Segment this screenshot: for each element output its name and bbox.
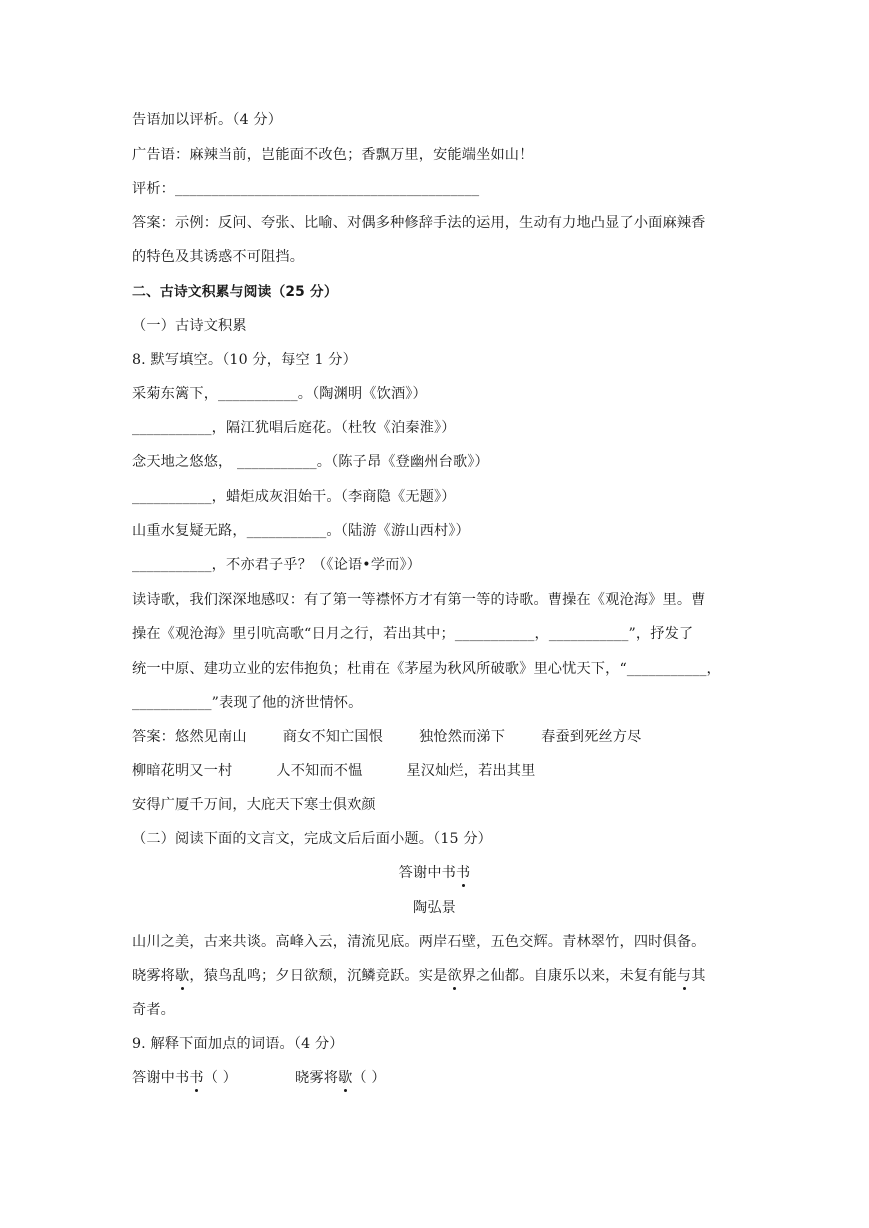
q7-prompt-end: 告语加以评析。（4 分） <box>132 112 283 128</box>
subsection-heading-2: （二）阅读下面的文言文，完成文后后面小题。（15 分） <box>132 831 493 847</box>
answers-row-3: 安得广厦千万间，大庇天下寒士俱欢颜 <box>132 797 376 813</box>
emphasis-dot-char: 书 <box>189 1070 204 1086</box>
section-heading: 二、古诗文积累与阅读（25 分） <box>132 284 338 300</box>
paragraph-line: 操在《观沧海》里引吭高歌“日月之行，若出其中；___________，___________”，抒发了 <box>132 626 694 642</box>
paragraph-line: 读诗歌，我们深深地感叹：有了第一等襟怀方才有第一等的诗歌。曹操在《观沧海》里。曹 <box>132 592 706 608</box>
q9-item-2: 晓雾将歇（ ） <box>295 1070 386 1086</box>
q9-items <box>132 1068 386 1088</box>
paragraph-line: ___________”表现了他的济世情怀。 <box>132 695 363 711</box>
answers-row-1 <box>132 727 641 747</box>
q7-answer-line1: 答案：示例：反问、夸张、比喻、对偶多种修辞手法的运用，生动有力地凸显了小面麻辣香 <box>132 215 706 231</box>
fill-blank-line: ___________，隔江犹唱后庭花。（杜牧《泊秦淮》） <box>132 420 456 436</box>
answer-item: 柳暗花明又一村 <box>132 763 233 779</box>
emphasis-dot-char: 与 <box>676 968 692 984</box>
fill-blank-line: 采菊东篱下，___________。（陶渊明《饮酒》） <box>132 386 427 402</box>
answer-item: 独怆然而涕下 <box>419 729 506 745</box>
subsection-heading-1: （一）古诗文积累 <box>132 318 247 334</box>
fill-blank-line: 念天地之悠悠， ___________。（陈子昂《登幽州台歌》） <box>132 454 489 470</box>
fill-blank-line: ___________，不亦君子乎？（《论语•学而》） <box>132 557 422 573</box>
emphasis-dot-char: 歇 <box>338 1070 353 1086</box>
emphasis-dot-char: 歇 <box>175 968 190 984</box>
passage-line: 山川之美，古来共谈。高峰入云，清流见底。两岸石壁，五色交辉。青林翠竹，四时俱备。 <box>132 934 706 950</box>
answer-item: 星汉灿烂，若出其里 <box>406 763 536 779</box>
answer-item: 人不知而不愠 <box>276 763 363 779</box>
q9-item-1: 答谢中书书（ ） <box>132 1070 238 1086</box>
fill-blank-line: 山重水复疑无路，___________。（陆游《游山西村》） <box>132 523 470 539</box>
passage-title: 答谢中书书 <box>398 865 471 881</box>
q8-heading: 8. 默写填空。（10 分，每空 1 分） <box>132 352 357 368</box>
q7-answer-line2: 的特色及其诱惑不可阻挡。 <box>132 249 305 265</box>
q7-analysis-line: 评析：__________________________________________ <box>132 181 480 197</box>
answer-item: 商女不知亡国恨 <box>282 729 384 745</box>
passage-line: 晓雾将歇，猿鸟乱鸣；夕日欲颓，沉鳞竞跃。实是欲界之仙都。自康乐以来，未复有能与其 <box>132 968 706 984</box>
q7-ad-slogan: 广告语：麻辣当前，岂能面不改色；香飘万里，安能端坐如山！ <box>132 147 534 163</box>
emphasis-dot-char: 书 <box>456 865 471 881</box>
passage-line: 奇者。 <box>132 1002 176 1018</box>
paragraph-line: 统一中原、建功立业的宏伟抱负；杜甫在《茅屋为秋风所破歌》里心忧天下，“___________， <box>132 661 721 677</box>
fill-blank-line: ___________，蜡炬成灰泪始干。（李商隐《无题》） <box>132 489 456 505</box>
passage-author: 陶弘景 <box>412 900 456 916</box>
q9-heading: 9. 解释下面加点的词语。（4 分） <box>132 1036 344 1052</box>
answers-row-2 <box>132 761 535 781</box>
emphasis-dot-char: 欲 <box>447 968 462 984</box>
answer-item: 答案：悠然见南山 <box>132 729 247 745</box>
answer-item: 春蚕到死丝方尽 <box>541 729 642 745</box>
